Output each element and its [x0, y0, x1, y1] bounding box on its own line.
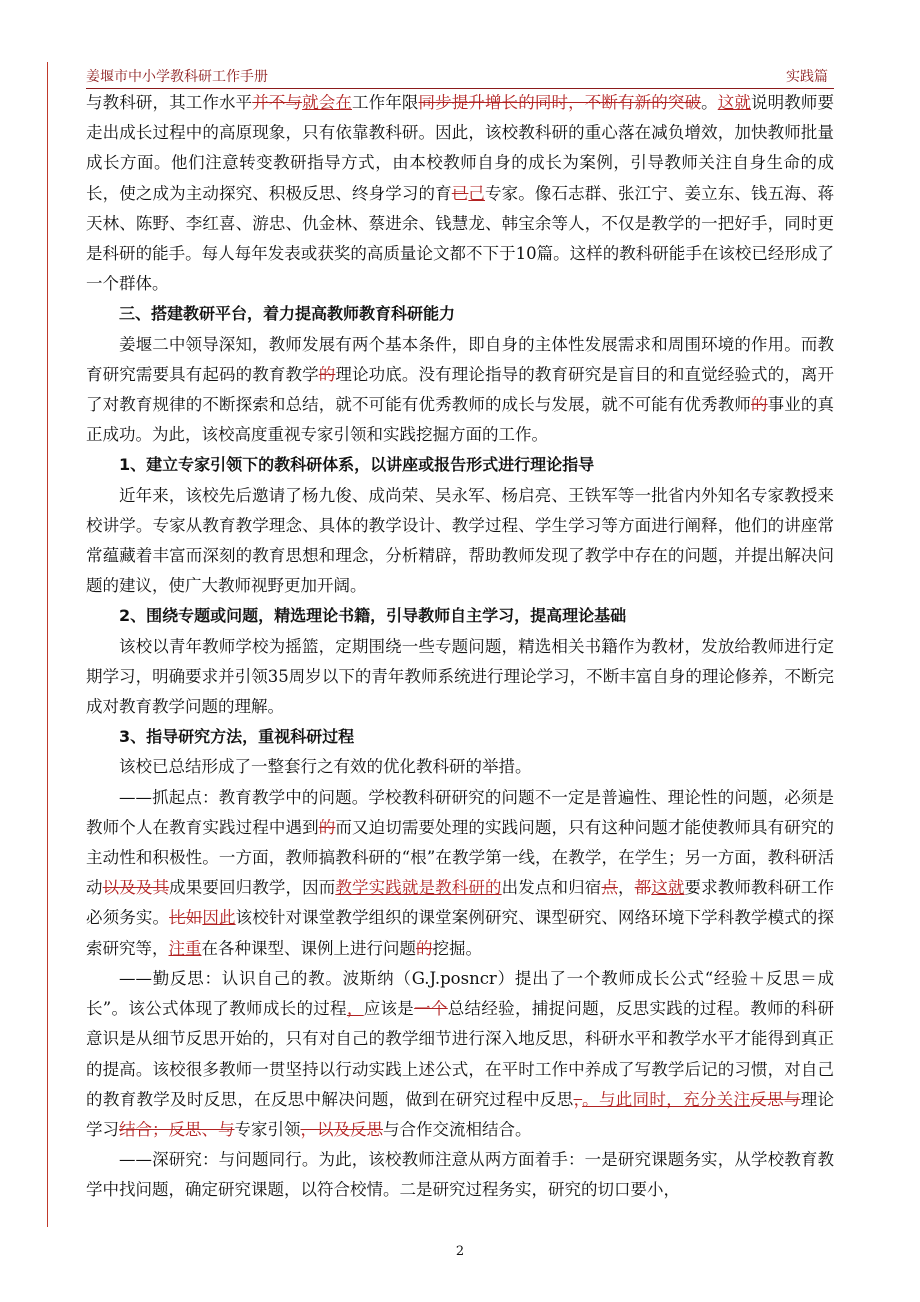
deleted-text: 的	[416, 938, 433, 958]
text-run: ——深研究：与问题同行。为此，该校教师注意从两方面着手：一是研究课题务实，从学校教育教学中找问题，确定研究课题，以符合校情。二是研究过程务实，研究的切口要小，	[86, 1150, 834, 1200]
inserted-text: 因此	[202, 908, 236, 928]
deleted-text: 的	[318, 817, 336, 837]
text-run: 而又迫切需要处理的实践问题，只有这种问题才能使教师具有研究的主动性和积极性。一方面，教师搞教科研的“根”在教学第一线，在教学，在学生；另一方面，教科研活动	[86, 817, 834, 898]
section-heading	[86, 722, 834, 752]
deleted-text: 一个	[414, 999, 448, 1019]
text-run: 姜堰二中领导深知，教师发展有两个基本条件，即自身的主体性发展需求和周围环境的作用。而教育研究需要具有起码的教育教学	[86, 334, 834, 384]
text-run: 3、指导研究方法，重视科研过程	[119, 727, 355, 747]
deleted-text: 都	[634, 878, 652, 898]
text-run: 该校以青年教师学校为摇篮，定期围绕一些专题问题，精选相关书籍作为教材，发放给教师进行定期学习，明确要求并引领35周岁以下的青年教师系统进行理论学习，不断丰富自身的理论修养，不断完成对教育教学问题的理解。	[86, 636, 834, 717]
text-run: 该校已总结形成了一整套行之有效的优化教科研的举措。	[119, 757, 532, 777]
inserted-text: 教学实践就是教科研的	[335, 878, 502, 898]
text-run: 出发点和归宿	[501, 878, 602, 898]
section-heading	[86, 450, 834, 480]
text-run: 近年来，该校先后邀请了杨九俊、成尚荣、吴永军、杨启亮、王铁军等一批省内外知名专家教授来校讲学。专家从教育教学理念、具体的教学设计、教学过程、学生学习等方面进行阐释，他们的讲座常常蕴藏着丰富而深刻的教育思想和理念，分析精辟，帮助教师发现了教学中存在的问题，并提出解决问题的建议，使广大教师视野更加开阔。	[86, 485, 834, 596]
page-header	[86, 62, 834, 89]
inserted-text: ，	[346, 999, 364, 1019]
header-section: 实践篇	[786, 69, 828, 85]
text-run: 成果要回归教学，因而	[169, 878, 336, 898]
body-paragraph	[86, 1145, 834, 1205]
deleted-text: 同步提升增长的同时，不断有新的突破	[418, 93, 702, 112]
deleted-text: 结合；反思、与	[119, 1119, 235, 1139]
body-paragraph	[86, 88, 834, 299]
inserted-text: 己	[468, 183, 485, 203]
text-run: 专家。像石志群、张江宁、姜立东、钱五海、蒋天林、陈野、李红喜、游忠、仇金林、蔡进余、钱慧龙、韩宝余等人，不仅是教学的一把好手，同时更是科研的能手。每人每年发表或获奖的高质量论文都不下于10篇。这样的教科研能手在该校已经形成了一个群体。	[86, 183, 834, 294]
deleted-text: 反思与	[750, 1089, 801, 1109]
text-run: 。	[701, 93, 718, 112]
deleted-text: 已	[451, 183, 469, 203]
header-title: 姜堰市中小学教科研工作手册	[86, 69, 268, 85]
section-heading	[86, 299, 834, 329]
page-number: 2	[455, 1244, 465, 1259]
deleted-text: 并不与	[252, 93, 303, 112]
text-run: ——勤反思：认识自己的教。波斯纳（G.J.posncr）提出了一个教师成长公式“经验＋反思＝成长”。该公式体现了教师成长的过程	[86, 968, 834, 1019]
inserted-text: 注重	[168, 938, 202, 958]
text-run: 2、围绕专题或问题，精选理论书籍，引导教师自主学习，提高理论基础	[119, 606, 627, 626]
text-run: 与教科研，其工作水平	[86, 93, 253, 112]
text-run: 挖掘。	[432, 938, 482, 958]
deleted-text: ，以及反思	[300, 1119, 383, 1139]
text-run: ——抓起点：教育教学中的问题。学校教科研研究的问题不一定是普遍性、理论性的问题，必须是教师个人在教育实践过程中遇到	[86, 787, 834, 837]
text-run: 三、搭建教研平台，着力提高教师教育科研能力	[119, 304, 456, 324]
text-run: 理论功底。没有理论指导的教育研究是盲目的和直觉经验式的，离开了对教育规律的不断探索和总结，就不可能有优秀教师的成长与发展，就不可能有优秀教师	[86, 364, 834, 415]
text-run: 应该是	[363, 999, 415, 1019]
margin-rule	[47, 62, 48, 1227]
deleted-text: 点	[601, 878, 618, 898]
body-paragraph	[86, 632, 834, 723]
body-paragraph	[86, 752, 834, 782]
text-run: 说明教师要走出成长过程中的高原现象，只有依靠教科研。因此，该校教科研的重心落在减负增效，加快教师批量成长方面。他们注意转变教研指导方式，由本校教师自身的成长为案例，引导教师关注自身生命的成长，使之成为主动探究、积极反思、终身学习的育	[86, 93, 834, 203]
text-run: 该校针对课堂教学组织的课堂案例研究、课型研究、网络环境下学科教学模式的探索研究等，	[86, 908, 834, 958]
text-run: 1、建立专家引领下的教科研体系，以讲座或报告形式进行理论指导	[119, 455, 595, 475]
body-paragraph	[86, 330, 834, 451]
text-run: 要求教师教科研工作必须务实。	[86, 878, 834, 928]
text-run: 与合作交流相结合。	[383, 1119, 532, 1139]
deleted-text: 以及及其	[102, 878, 170, 898]
text-run: ，	[618, 878, 635, 898]
document-body	[86, 88, 834, 1206]
deleted-text: ，	[573, 1089, 583, 1109]
body-paragraph	[86, 783, 834, 964]
deleted-text: 比如	[169, 908, 203, 928]
deleted-text: 的	[751, 395, 768, 415]
deleted-text: 的	[318, 364, 336, 384]
text-run: 专家引领	[234, 1119, 301, 1139]
text-run: 理论学习	[86, 1089, 834, 1139]
body-paragraph	[86, 964, 834, 1145]
section-heading	[86, 601, 834, 631]
text-run: 总结经验，捕捉问题，反思实践的过程。教师的科研意识是从细节反思开始的，只有对自己的教学细节进行深入地反思，科研水平和教学水平才能得到真正的提高。该校很多教师一贯坚持以行动实践上述公式，在平时工作中养成了写教学后记的习惯，对自己的教育教学及时反思，在反思中解决问题，做到在研究过程中反思	[86, 999, 835, 1109]
text-run: 事业的真正成功。为此，该校高度重视专家引领和实践挖掘方面的工作。	[86, 395, 834, 445]
text-run: 工作年限	[352, 93, 419, 112]
text-run: 在各种课型、课例上进行问题	[201, 938, 416, 958]
inserted-text: 。与此同时，充分关注	[582, 1089, 751, 1109]
inserted-text: 这就	[651, 878, 685, 898]
inserted-text: 就会在	[302, 93, 352, 112]
inserted-text: 这就	[717, 93, 751, 112]
body-paragraph	[86, 481, 834, 602]
